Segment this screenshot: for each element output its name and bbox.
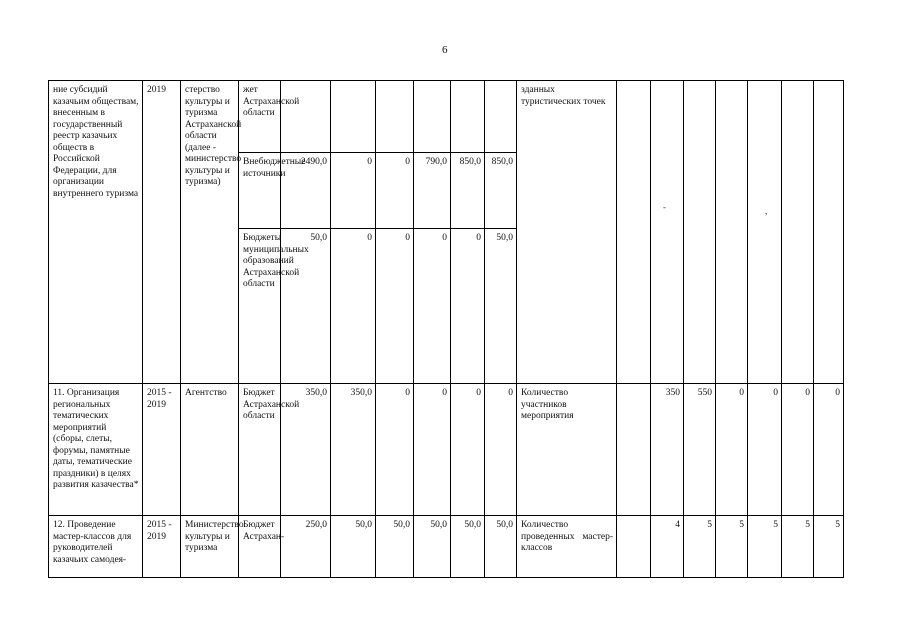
amount-2016: 0 xyxy=(376,384,414,516)
activity-name-cell: ние субсидий казачьим обществам, внесенным в государственный реестр казачьих обществ в Российской Федерации, для организации внутреннего туризма xyxy=(49,81,143,384)
target-2017: 0 xyxy=(748,384,782,516)
amount-2015: 50,0 xyxy=(331,516,376,578)
amount-total: 2490,0 xyxy=(281,153,331,229)
amount-2016: 50,0 xyxy=(376,516,414,578)
amount-2019: 50,0 xyxy=(485,516,517,578)
amount-2015: 0 xyxy=(331,153,376,229)
target-2018: 0 xyxy=(782,384,814,516)
table-row xyxy=(49,81,844,153)
program-table xyxy=(48,80,844,578)
amount-2015: 350,0 xyxy=(331,384,376,516)
target-2015: 5 xyxy=(684,516,716,578)
executor-cell: стерство культуры и туризма Астраханской области (далее - министерство культуры и туризма) xyxy=(181,81,239,384)
indicator-cell: зданных туристических точек xyxy=(517,81,617,384)
page-number: 6 xyxy=(442,44,448,56)
target-2014: 350 xyxy=(651,384,684,516)
amount-2018: 0 xyxy=(451,384,485,516)
indicator-cell: Количество участников мероприятия xyxy=(517,384,617,516)
amount-2019 xyxy=(485,81,517,153)
target-2018: 5 xyxy=(782,516,814,578)
amount-2018: 850,0 xyxy=(451,153,485,229)
target-2015: 550 xyxy=(684,384,716,516)
target-2016: 5 xyxy=(716,516,748,578)
empty-cell xyxy=(617,81,651,384)
executor-cell: Министерство культуры и туризма xyxy=(181,516,239,578)
empty-cell xyxy=(617,516,651,578)
funding-source-cell: Внебюджетные источники xyxy=(239,153,281,229)
amount-2018: 50,0 xyxy=(451,516,485,578)
funding-source-cell: жет Астраханской области xyxy=(239,81,281,153)
indicator-cell: Количество проведенных мастер-классов xyxy=(517,516,617,578)
amount-2016: 0 xyxy=(376,153,414,229)
amount-2015: 0 xyxy=(331,229,376,384)
target-2019: 5 xyxy=(814,516,844,578)
amount-2016: 0 xyxy=(376,229,414,384)
amount-2017: 0 xyxy=(414,229,451,384)
target-2015 xyxy=(684,81,716,384)
period-cell: 2015 - 2019 xyxy=(143,384,181,516)
scan-speck: - xyxy=(663,202,666,212)
table-row xyxy=(49,516,844,578)
amount-2019: 50,0 xyxy=(485,229,517,384)
funding-source-cell: Бюджет Астраханской области xyxy=(239,384,281,516)
target-2019 xyxy=(814,81,844,384)
amount-2016 xyxy=(376,81,414,153)
amount-2018: 0 xyxy=(451,229,485,384)
period-cell: 2015 - 2019 xyxy=(143,516,181,578)
amount-2017: 0 xyxy=(414,384,451,516)
amount-2018 xyxy=(451,81,485,153)
amount-total xyxy=(281,81,331,153)
amount-2017: 790,0 xyxy=(414,153,451,229)
funding-source-cell: Бюджеты муниципальных образований Астраханской области xyxy=(239,229,281,384)
empty-cell xyxy=(617,384,651,516)
amount-2019: 0 xyxy=(485,384,517,516)
scan-speck: , xyxy=(765,206,768,216)
target-2018 xyxy=(782,81,814,384)
target-2017 xyxy=(748,81,782,384)
amount-total: 50,0 xyxy=(281,229,331,384)
amount-2019: 850,0 xyxy=(485,153,517,229)
activity-name-cell: 11. Организация региональных тематических мероприятий (сборы, слеты, форумы, памятные даты, тематические праздники) в целях развития казачества* xyxy=(49,384,143,516)
target-2014 xyxy=(651,81,684,384)
amount-2015 xyxy=(331,81,376,153)
target-2019: 0 xyxy=(814,384,844,516)
period-cell: 2019 xyxy=(143,81,181,384)
funding-source-cell: Бюджет Астрахан- xyxy=(239,516,281,578)
activity-name-cell: 12. Проведение мастер-классов для руководителей казачьих самодея- xyxy=(49,516,143,578)
executor-cell: Агентство xyxy=(181,384,239,516)
target-2016 xyxy=(716,81,748,384)
amount-total: 250,0 xyxy=(281,516,331,578)
table-row xyxy=(49,384,844,516)
target-2016: 0 xyxy=(716,384,748,516)
amount-2017 xyxy=(414,81,451,153)
amount-total: 350,0 xyxy=(281,384,331,516)
target-2014: 4 xyxy=(651,516,684,578)
target-2017: 5 xyxy=(748,516,782,578)
amount-2017: 50,0 xyxy=(414,516,451,578)
